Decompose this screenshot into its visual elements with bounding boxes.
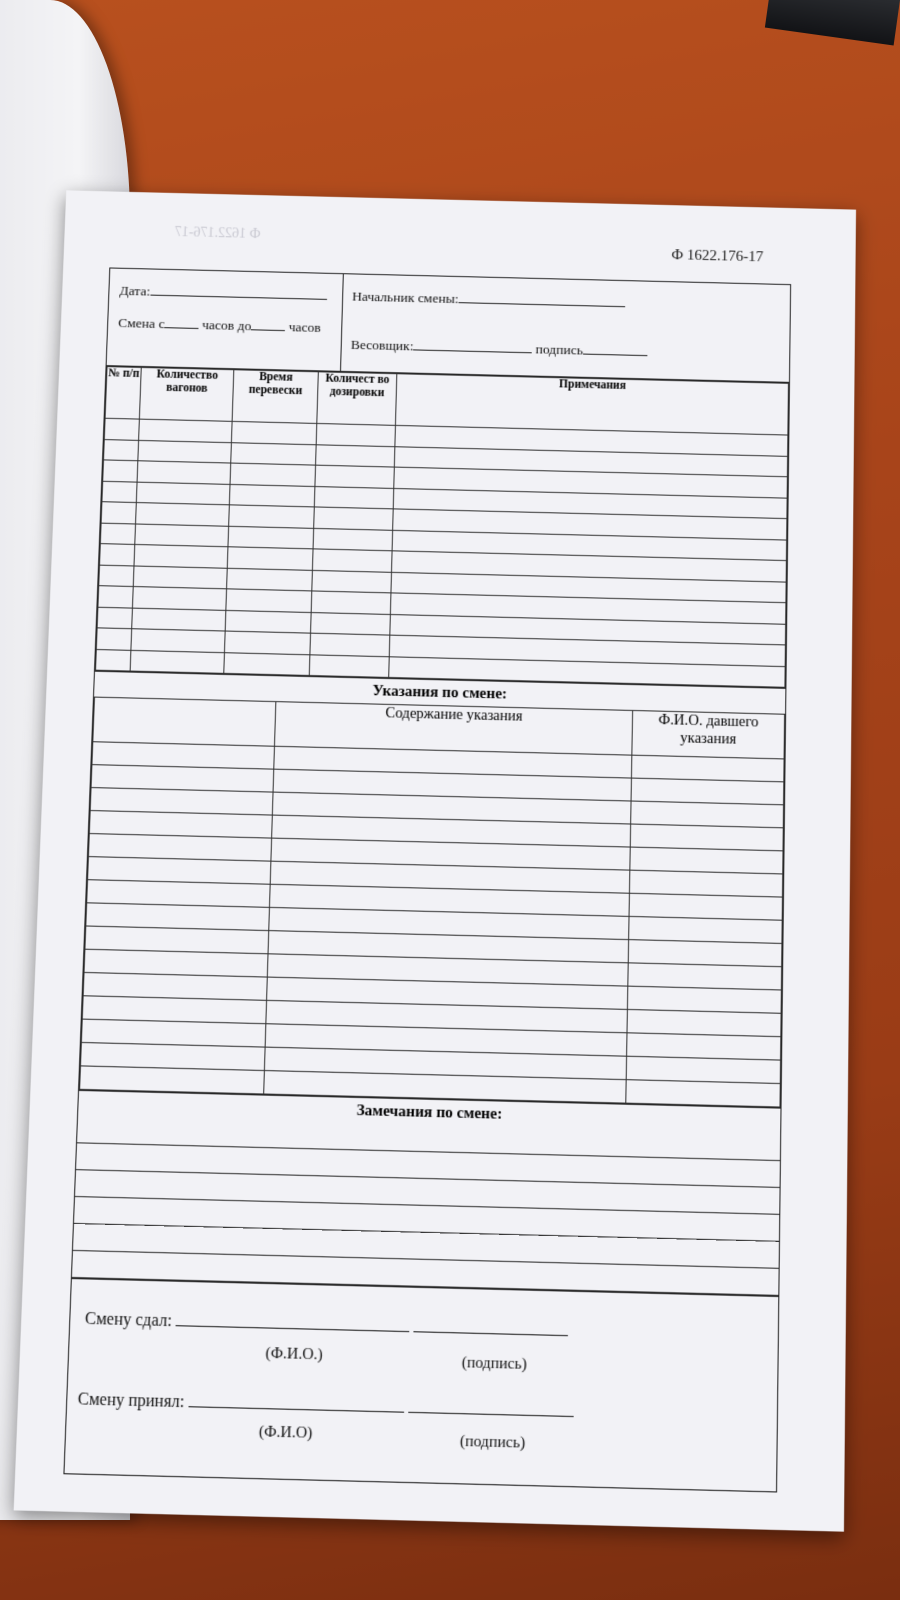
- weighing-cell[interactable]: [131, 629, 225, 652]
- weighing-cell[interactable]: [231, 442, 316, 465]
- weigher-field[interactable]: [351, 337, 648, 360]
- col-wagon-count: Количество вагонов: [139, 367, 233, 421]
- accepted-label: Смену принял:: [77, 1390, 185, 1412]
- date-label: Дата:: [119, 282, 151, 299]
- weighing-cell[interactable]: [96, 628, 131, 650]
- handed-label: Смену сдал:: [84, 1309, 173, 1331]
- date-field[interactable]: [119, 283, 327, 304]
- weigher-label: Весовщик:: [350, 336, 414, 354]
- weighing-cell[interactable]: [229, 505, 315, 528]
- weighing-cell[interactable]: [99, 565, 134, 587]
- weighing-cell[interactable]: [101, 502, 136, 524]
- weighing-cell[interactable]: [136, 482, 230, 505]
- instructions-issuer-header: Ф.И.О. давшего указания: [632, 710, 785, 758]
- weighing-cell[interactable]: [225, 610, 311, 633]
- weighing-cell[interactable]: [226, 589, 312, 612]
- handed-signature-caption: (подпись): [461, 1354, 528, 1374]
- weighing-cell[interactable]: [224, 652, 310, 675]
- shift-chief-label: Начальник смены:: [352, 288, 459, 307]
- accepted-field[interactable]: [77, 1390, 573, 1422]
- col-dosing-count: Количест во дозировки: [317, 372, 397, 426]
- handed-field[interactable]: [85, 1310, 569, 1342]
- weighing-cell[interactable]: [313, 528, 393, 551]
- form-code: Ф 1622.176-17: [671, 247, 764, 266]
- weighing-cell[interactable]: [104, 418, 139, 440]
- instruction-cell[interactable]: [626, 1080, 781, 1107]
- handed-name-caption: (Ф.И.О.): [265, 1344, 323, 1364]
- weighing-cell[interactable]: [130, 650, 224, 674]
- form-frame: [63, 267, 791, 1492]
- remarks-title: Замечания по смене:: [78, 1090, 780, 1134]
- col-notes: Примечания: [395, 374, 788, 435]
- accepted-name-caption: (Ф.И.О): [258, 1423, 313, 1443]
- weighing-table: [95, 366, 789, 688]
- weighing-cell[interactable]: [224, 631, 310, 654]
- weighing-cell[interactable]: [312, 570, 392, 593]
- accepted-signature-caption: (подпись): [459, 1432, 526, 1453]
- weighing-cell[interactable]: [98, 586, 133, 608]
- weighing-cell[interactable]: [132, 608, 226, 631]
- shift-time-field[interactable]: [118, 315, 321, 336]
- col-weighing-time: Время перевески: [232, 370, 318, 424]
- weigher-signature-label: подпись: [535, 341, 584, 358]
- weighing-cell[interactable]: [311, 612, 391, 635]
- weighing-cell[interactable]: [314, 486, 393, 509]
- weighing-cell[interactable]: [97, 607, 132, 629]
- form-header: [107, 268, 791, 382]
- instructions-blank-header: [93, 697, 276, 746]
- weighing-cell[interactable]: [227, 568, 313, 591]
- weighing-cell[interactable]: [136, 503, 230, 526]
- weighing-cell[interactable]: [231, 421, 316, 444]
- weighing-cell[interactable]: [314, 507, 394, 530]
- weighing-cell[interactable]: [228, 526, 314, 549]
- weighing-cell[interactable]: [229, 484, 315, 507]
- weighing-cell[interactable]: [100, 544, 135, 566]
- weighing-cell[interactable]: [310, 633, 390, 656]
- form-sheet: [14, 190, 856, 1531]
- weighing-cell[interactable]: [104, 439, 139, 461]
- handover-section: [65, 1278, 778, 1483]
- instructions-table: [79, 697, 785, 1108]
- weighing-cell[interactable]: [134, 544, 228, 567]
- weighing-cell[interactable]: [312, 549, 392, 572]
- hours-label: часов: [288, 319, 322, 336]
- weighing-cell[interactable]: [227, 547, 313, 570]
- weighing-cell[interactable]: [102, 481, 137, 503]
- col-number: № п/п: [105, 367, 141, 419]
- weighing-cell[interactable]: [139, 419, 232, 442]
- instructions-content-header: Содержание указания: [274, 702, 632, 756]
- hours-to-label: часов до: [201, 316, 252, 334]
- weighing-cell[interactable]: [135, 523, 229, 546]
- weighing-cell[interactable]: [133, 565, 227, 588]
- instructions-title: Указания по смене:: [94, 671, 785, 714]
- weighing-cell[interactable]: [96, 649, 131, 671]
- bleed-through-text: Ф 1622.176-17: [174, 224, 261, 243]
- weighing-cell[interactable]: [315, 465, 394, 488]
- weighing-cell[interactable]: [316, 444, 395, 467]
- weighing-cell[interactable]: [103, 460, 138, 482]
- shift-chief-field[interactable]: [352, 288, 625, 311]
- remarks-lines[interactable]: [72, 1117, 780, 1296]
- weighing-cell[interactable]: [132, 587, 226, 610]
- weighing-cell[interactable]: [309, 654, 389, 677]
- weighing-cell[interactable]: [230, 463, 316, 486]
- weighing-cell[interactable]: [316, 423, 395, 446]
- shift-from-label: Смена с: [118, 314, 165, 332]
- pen: [765, 0, 900, 46]
- weighing-cell[interactable]: [311, 591, 391, 614]
- weighing-cell[interactable]: [138, 440, 232, 463]
- weighing-cell[interactable]: [137, 461, 231, 484]
- weighing-cell[interactable]: [100, 523, 135, 545]
